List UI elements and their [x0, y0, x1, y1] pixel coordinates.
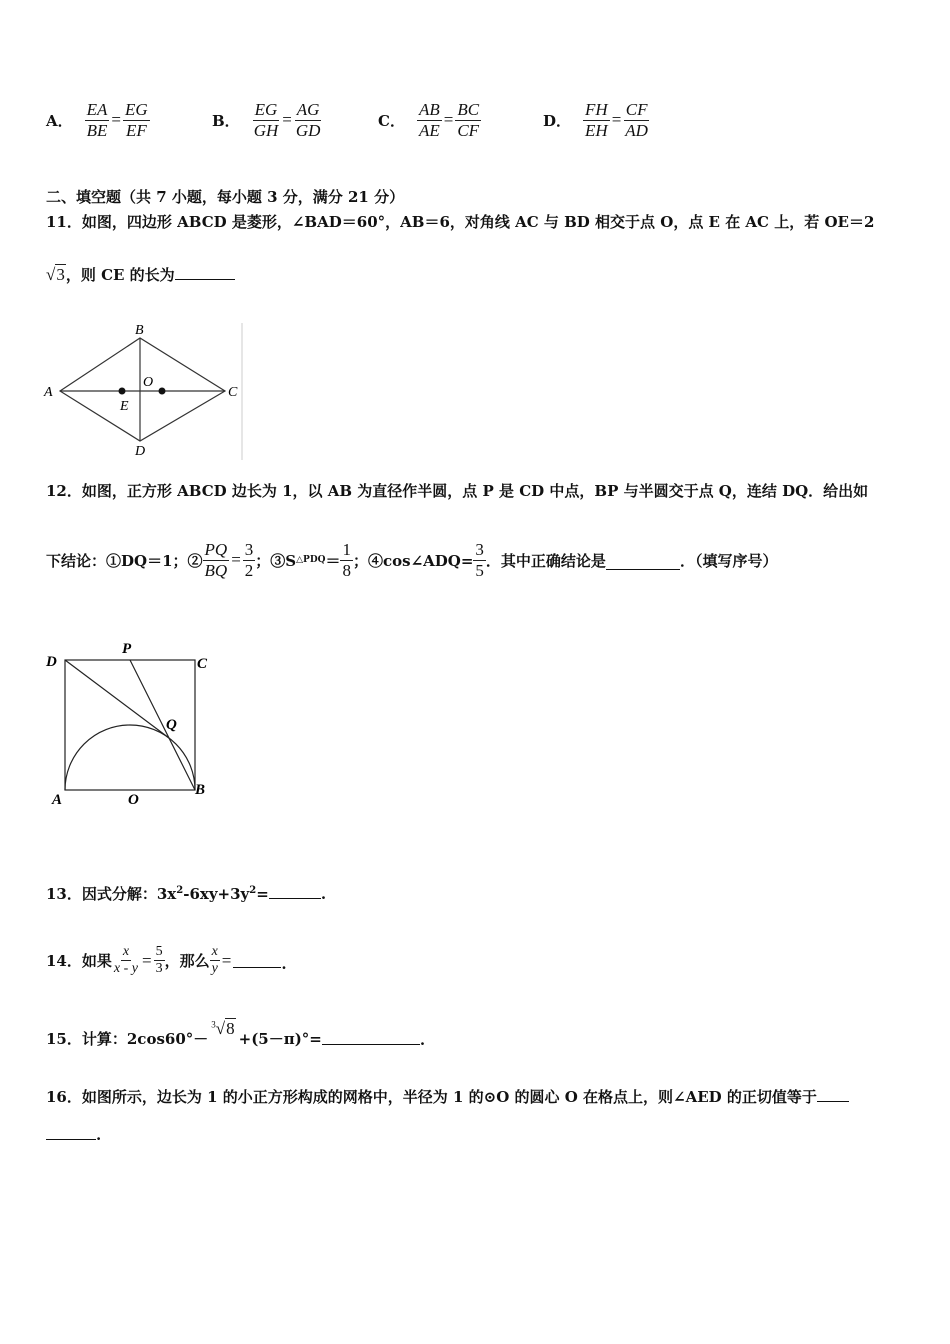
cube-root-expression: $^3$√8 — [211, 1019, 235, 1038]
label-o: O — [128, 792, 139, 808]
label-c: C — [228, 385, 238, 400]
label-o: O — [143, 375, 154, 390]
label-e: E — [120, 399, 129, 414]
fraction-x-over-x-minus-y: $\frac{x}{x - y}$ — [113, 944, 138, 977]
label-b: B — [195, 782, 206, 798]
q16-line1: 16．如图所示，边长为 1 的小正方形构成的网格中，半径为 1 的⊙O 的圆心 O 在格点上，则∠AED 的正切值等于 — [46, 1086, 849, 1107]
fraction: $\frac{EG}{EF}$ — [125, 100, 148, 140]
q11-line1: 11．如图，四边形 ABCD 是菱形，∠BAD＝60°，AB＝6，对角线 AC 与 BD 相交于点 O，点 E 在 AC 上，若 OE＝2 — [46, 213, 875, 231]
q14: 14．如果 $\frac{x}{x - y}$ = $\frac{5}{3}$ ，那么 $\frac{x}{y}$ = . — [46, 944, 287, 977]
option-b: B． $\frac{EG}{GH}$ = $\frac{AG}{GD}$ — [212, 100, 321, 140]
semicircle — [65, 725, 195, 790]
fraction: $\frac{CF}{AD}$ — [625, 100, 648, 140]
q12-line1: 12．如图，正方形 ABCD 边长为 1，以 AB 为直径作半圆，点 P 是 CD 中点，BP 与半圆交于点 Q，连结 DQ．给出如 — [46, 482, 869, 500]
point-o-dot — [159, 388, 166, 395]
sqrt-expression: √3 — [46, 265, 65, 284]
q16-line2: . — [46, 1126, 101, 1144]
fraction: $\frac{FH}{EH}$ — [585, 100, 608, 140]
square-semicircle-diagram — [40, 638, 220, 810]
fraction: $\frac{AB}{AE}$ — [418, 100, 440, 140]
answer-blank-continued[interactable] — [46, 1138, 96, 1140]
answer-blank[interactable] — [322, 1043, 420, 1045]
fraction: $\frac{EG}{GH}$ — [253, 100, 279, 140]
option-a: A． $\frac{EA}{BE}$ = $\frac{EG}{EF}$ — [46, 100, 148, 140]
label-c: C — [197, 656, 208, 672]
q13: 13．因式分解：$3x^2-6xy+3y^2=$ . — [46, 885, 327, 903]
fraction: $\frac{EA}{BE}$ — [86, 100, 108, 140]
fraction: $\frac{BC}{CF}$ — [457, 100, 480, 140]
fraction: $\frac{AG}{GD}$ — [295, 100, 321, 140]
label-p: P — [122, 641, 132, 657]
label-d: D — [135, 444, 146, 459]
answer-blank[interactable] — [269, 897, 321, 899]
fraction-3-5: $\frac{3}{5}$ — [475, 540, 484, 580]
fraction-pq-bq: $\frac{PQ}{BQ}$ — [204, 540, 228, 580]
label-a: A — [44, 385, 53, 400]
rhombus-diagram — [40, 318, 250, 460]
q15: 15．计算：2cos60°－ $^3$√8 +(5－π)°= . — [46, 1019, 426, 1049]
answer-blank[interactable] — [233, 966, 281, 968]
answer-blank[interactable] — [606, 568, 680, 570]
segment-bp — [130, 660, 195, 790]
label-b: B — [135, 323, 144, 338]
point-e-dot — [119, 388, 126, 395]
fraction-x-over-y: $\frac{x}{y}$ — [211, 944, 218, 977]
q11-line2: √3，则 CE 的长为 — [46, 264, 235, 285]
option-d: D． $\frac{FH}{EH}$ = $\frac{CF}{AD}$ — [543, 100, 648, 140]
fraction-3-2: $\frac{3}{2}$ — [244, 540, 254, 580]
fraction-1-8: $\frac{1}{8}$ — [342, 540, 351, 580]
section-title: 二、填空题（共 7 小题，每小题 3 分，满分 21 分） — [46, 188, 405, 206]
answer-blank[interactable] — [817, 1100, 849, 1102]
option-c: C． $\frac{AB}{AE}$ = $\frac{BC}{CF}$ — [378, 100, 480, 140]
label-q: Q — [166, 717, 177, 733]
fraction-5-3: $\frac{5}{3}$ — [155, 944, 163, 977]
label-d: D — [46, 654, 57, 670]
answer-blank[interactable] — [175, 278, 235, 280]
q12-line2: 下结论：①DQ＝1；② $\frac{PQ}{BQ}$ = $\frac{3}{2}$ ；③S △PDQ ＝ $\frac{1}{8}$ ；④cos∠ADQ= $\frac{3}{5}$ ．其中正确结论是 ．（填写序号） — [46, 540, 778, 580]
label-a: A — [52, 792, 63, 808]
